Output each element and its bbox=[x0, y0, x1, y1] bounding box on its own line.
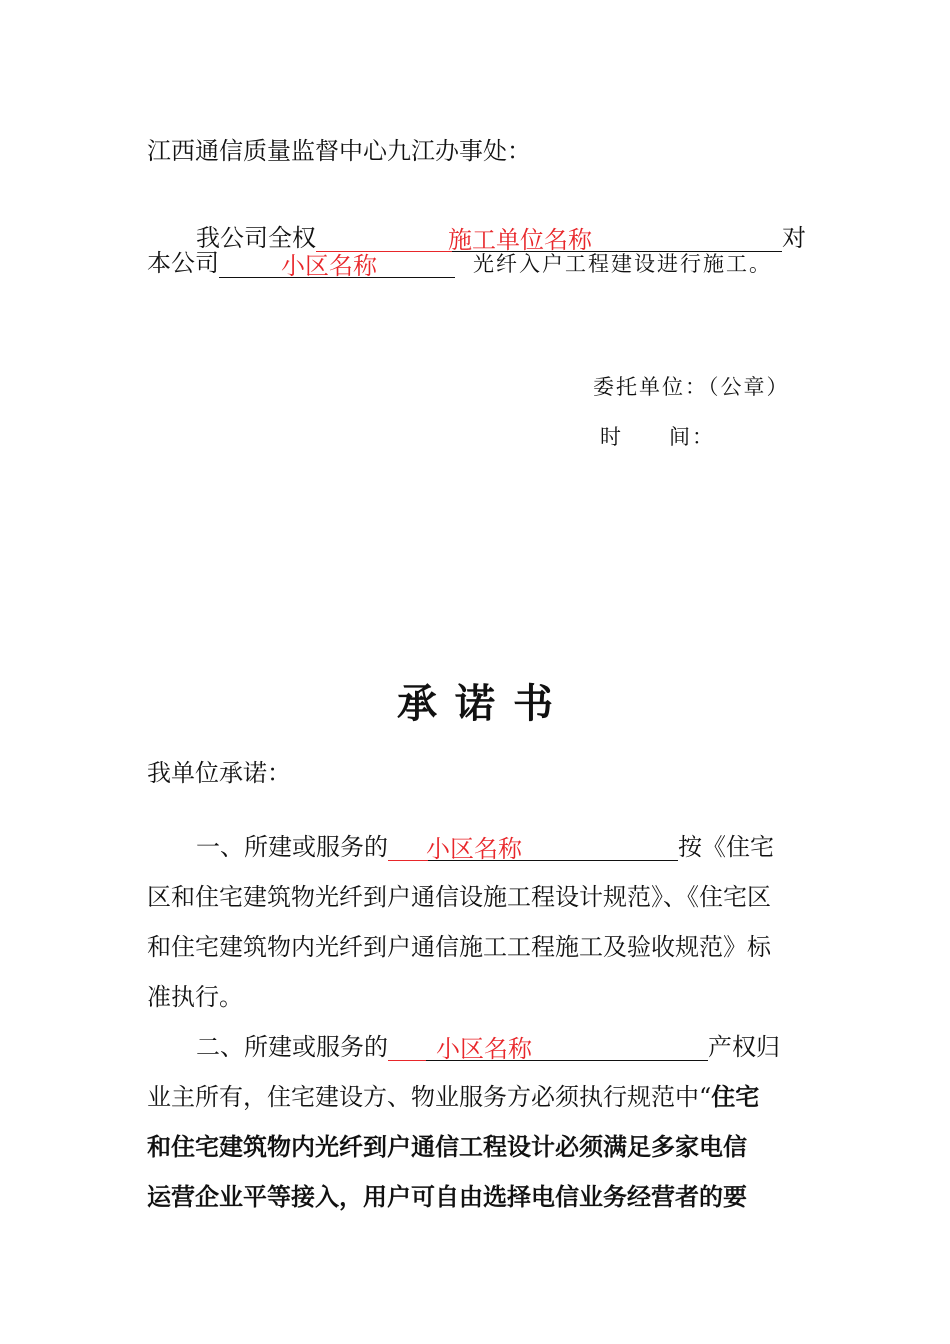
authorization-line-2 bbox=[147, 248, 772, 279]
pledge-intro: 我单位承诺： bbox=[147, 759, 291, 787]
community-placeholder: 小区名称 bbox=[281, 252, 377, 280]
authorization-prefix: 我公司全权 bbox=[196, 224, 316, 252]
item2-suffix: 产权归 bbox=[708, 1033, 780, 1061]
item1-placeholder: 小区名称 bbox=[426, 835, 522, 863]
item2-line2-normal: 业主所有，住宅建设方、物业服务方必须执行规范中“ bbox=[147, 1083, 712, 1111]
item2-blank bbox=[388, 1036, 708, 1062]
item2-line-4: 运营企业平等接入，用户可自由选择电信业务经营者的要 bbox=[147, 1182, 747, 1211]
item2-line2-bold: 住宅 bbox=[711, 1082, 760, 1111]
item1-line-4: 准执行。 bbox=[147, 983, 243, 1011]
authorization-mid: 对 bbox=[782, 224, 806, 252]
signature-time: 时 间： bbox=[600, 425, 715, 449]
item1-suffix: 按《住宅 bbox=[678, 833, 774, 861]
item2-line-1 bbox=[196, 1032, 780, 1062]
community-blank bbox=[219, 253, 455, 279]
item1-line-1 bbox=[196, 832, 774, 862]
recipient-line: 江西通信质量监督中心九江办事处： bbox=[147, 137, 531, 165]
item1-prefix: 一、所建或服务的 bbox=[196, 833, 388, 861]
item1-blank bbox=[388, 836, 678, 862]
pledge-title: 承诺书 bbox=[397, 680, 571, 727]
signature-unit: 委托单位：（公章） bbox=[593, 375, 790, 399]
item1-line-2: 区和住宅建筑物光纤到户通信设施工程设计规范》、《住宅区 bbox=[147, 883, 771, 911]
item1-line-3: 和住宅建筑物内光纤到户通信施工工程施工及验收规范》标 bbox=[147, 933, 771, 961]
line2-suffix: 光纤入户工程建设进行施工。 bbox=[473, 252, 772, 276]
line2-prefix: 本公司 bbox=[147, 249, 219, 277]
item2-line-2 bbox=[147, 1082, 759, 1112]
item2-placeholder: 小区名称 bbox=[436, 1035, 532, 1063]
item2-line-3: 和住宅建筑物内光纤到户通信工程设计必须满足多家电信 bbox=[147, 1132, 747, 1161]
item2-prefix: 二、所建或服务的 bbox=[196, 1033, 388, 1061]
contractor-placeholder: 施工单位名称 bbox=[448, 226, 592, 254]
